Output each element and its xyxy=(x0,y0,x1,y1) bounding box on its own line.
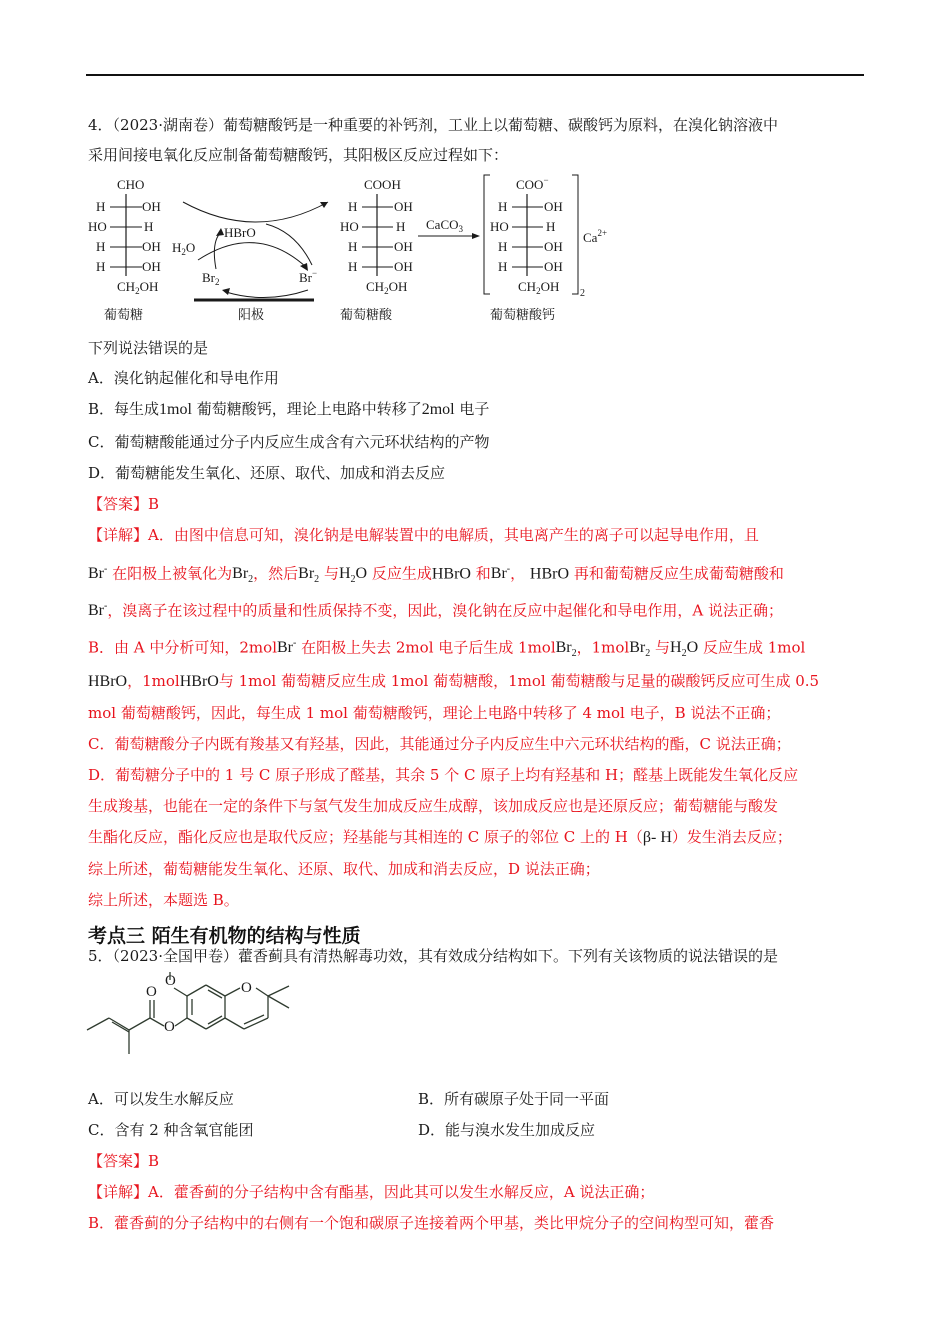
svg-text:H: H xyxy=(498,199,508,214)
q4-option-c: C．葡萄糖酸能通过分子内反应生成含有六元环状结构的产物 xyxy=(88,433,490,451)
svg-text:H: H xyxy=(546,219,556,234)
q5-stem: 5．（2023·全国甲卷）藿香蓟具有清热解毒功效，其有效成分结构如下。下列有关该物质的说法错误的是 xyxy=(88,947,778,965)
label-anode: 阳极 xyxy=(238,307,265,322)
q4-explain-l12: 综上所述，本题选 B。 xyxy=(88,891,239,909)
q5-option-b: B．所有碳原子处于同一平面 xyxy=(418,1090,610,1108)
svg-text:2: 2 xyxy=(580,288,585,299)
svg-text:H: H xyxy=(348,239,358,254)
svg-text:CaCO3: CaCO$_3$ xyxy=(426,217,463,234)
svg-text:COOH: COOH xyxy=(364,177,401,192)
q4-stem-line1: 4．（2023·湖南卷）葡萄糖酸钙是一种重要的补钙剂，工业上以葡萄糖、碳酸钙为原料，在溴化钠溶液中 xyxy=(88,116,778,134)
q4-prompt: 下列说法错误的是 xyxy=(88,339,209,357)
svg-text:CH2OH: $CH_2OH$ xyxy=(366,279,408,296)
svg-text:H: H xyxy=(96,259,106,274)
q4-explain-l4: B．由 A 中分析可知，2molBr- 在阳极上失去 2mol 电子后生成 1molBr$_2$，1molBr$_2$ 与$H_2O$ 反应生成 1mol xyxy=(88,638,806,660)
q5-option-c: C．含有 2 种含氧官能团 xyxy=(88,1121,254,1139)
svg-text:HO: HO xyxy=(340,219,359,234)
svg-text:O: O xyxy=(146,984,157,1000)
header-rule xyxy=(86,74,864,76)
svg-text:OH: OH xyxy=(544,259,563,274)
q4-explain-l1: 【详解】A．由图中信息可知，溴化钠是电解装置中的电解质，其电离产生的离子可以起导电作用，且 xyxy=(88,526,759,544)
svg-text:H: H xyxy=(96,199,106,214)
q4-option-b: B．每生成1mol 葡萄糖酸钙，理论上电路中转移了2mol 电子 xyxy=(88,400,490,418)
svg-text:H: H xyxy=(348,259,358,274)
svg-text:OH: OH xyxy=(142,259,161,274)
svg-text:H: H xyxy=(498,259,508,274)
svg-text:H: H xyxy=(144,219,154,234)
svg-text:CH2OH: $CH_2OH$ xyxy=(117,279,159,296)
q4-explain-l9: 生成羧基，也能在一定的条件下与氢气发生加成反应生成醇，该加成反应也是还原反应；葡萄糖能与酸发 xyxy=(88,797,779,815)
q4-explain-l7: C．葡萄糖酸分子内既有羧基又有羟基，因此，其能通过分子内反应生中六元环状结构的酯，C 说法正确； xyxy=(88,735,791,753)
label-gluconic-acid: 葡萄糖酸 xyxy=(340,307,393,322)
svg-text:H: H xyxy=(498,239,508,254)
svg-text:OH: OH xyxy=(394,199,413,214)
q5-option-a: A．可以发生水解反应 xyxy=(88,1090,234,1108)
q5-option-d: D．能与溴水发生加成反应 xyxy=(418,1121,596,1139)
svg-text:O: O xyxy=(241,980,252,996)
q4-explain-l3: Br-，溴离子在该过程中的质量和性质保持不变，因此，溴化钠在反应中起催化和导电作用，A 说法正确； xyxy=(88,601,783,620)
svg-text:OH: OH xyxy=(142,239,161,254)
section-heading: 考点三 陌生有机物的结构与性质 xyxy=(88,925,361,947)
q4-option-d: D．葡萄糖能发生氧化、还原、取代、加成和消去反应 xyxy=(88,464,446,482)
svg-text:COO−: COO− xyxy=(516,175,549,192)
svg-text:O: O xyxy=(165,973,176,989)
svg-text:Br−: Br− xyxy=(299,268,318,285)
svg-text:HBrO: HBrO xyxy=(224,225,256,240)
q4-stem-line2: 采用间接电氧化反应制备葡萄糖酸钙，其阳极区反应过程如下： xyxy=(88,146,509,164)
eupatoriochromene-structure xyxy=(84,972,299,1077)
q5-explain-l1: 【详解】A．藿香蓟的分子结构中含有酯基，因此其可以发生水解反应，A 说法正确； xyxy=(88,1183,655,1201)
svg-text:OH: OH xyxy=(394,259,413,274)
svg-text:H: H xyxy=(348,199,358,214)
q4-explain-l6: mol 葡萄糖酸钙，因此，每生成 1 mol 葡萄糖酸钙，理论上电路中转移了 4 mol 电子，B 说法不正确； xyxy=(88,704,781,722)
svg-text:O: O xyxy=(164,1019,175,1035)
svg-text:HO: HO xyxy=(490,219,509,234)
label-calcium-gluconate: 葡萄糖酸钙 xyxy=(490,307,556,322)
svg-text:OH: OH xyxy=(142,199,161,214)
q4-explain-l11: 综上所述，葡萄糖能发生氧化、还原、取代、加成和消去反应，D 说法正确； xyxy=(88,860,600,878)
svg-text:Br2: $Br_2$ xyxy=(202,270,220,287)
q4-explain-l5: HBrO，1molHBrO与 1mol 葡萄糖反应生成 1mol 葡萄糖酸，1mol 葡萄糖酸与足量的碳酸钙反应可生成 0.5 xyxy=(88,672,820,690)
anode-reaction-diagram xyxy=(86,172,626,330)
svg-text:HO: HO xyxy=(88,219,107,234)
svg-text:CH2OH: $CH_2OH$ xyxy=(518,279,560,296)
q4-option-a: A．溴化钠起催化和导电作用 xyxy=(88,369,279,387)
svg-text:H: H xyxy=(396,219,406,234)
svg-text:H2O: $H_2O$ xyxy=(172,240,196,257)
label-glucose: 葡萄糖 xyxy=(104,307,144,322)
svg-text:Ca2+: $Ca^{2+}$ xyxy=(583,228,608,245)
q4-explain-l8: D．葡萄糖分子中的 1 号 C 原子形成了醛基，其余 5 个 C 原子上均有羟基和 H；醛基上既能发生氧化反应 xyxy=(88,766,799,784)
svg-text:OH: OH xyxy=(544,199,563,214)
q4-explain-l10: 生酯化反应，酯化反应也是取代反应；羟基能与其相连的 C 原子的邻位 C 上的 H（β- H）发生消去反应； xyxy=(88,828,792,846)
svg-text:H: H xyxy=(96,239,106,254)
q4-answer: 【答案】B xyxy=(88,495,160,513)
q4-explain-l2: Br- 在阳极上被氧化为$Br_2$，然后$Br_2$ 与$H_2O$ 反应生成HBrO 和Br-， HBrO 再和葡萄糖反应生成葡萄糖酸和 xyxy=(88,564,784,586)
svg-text:CHO: CHO xyxy=(117,177,145,192)
q5-answer: 【答案】B xyxy=(88,1152,160,1170)
q5-explain-l2: B．藿香蓟的分子结构中的右侧有一个饱和碳原子连接着两个甲基，类比甲烷分子的空间构型可知，藿香 xyxy=(88,1214,775,1232)
svg-text:OH: OH xyxy=(394,239,413,254)
svg-text:OH: OH xyxy=(544,239,563,254)
